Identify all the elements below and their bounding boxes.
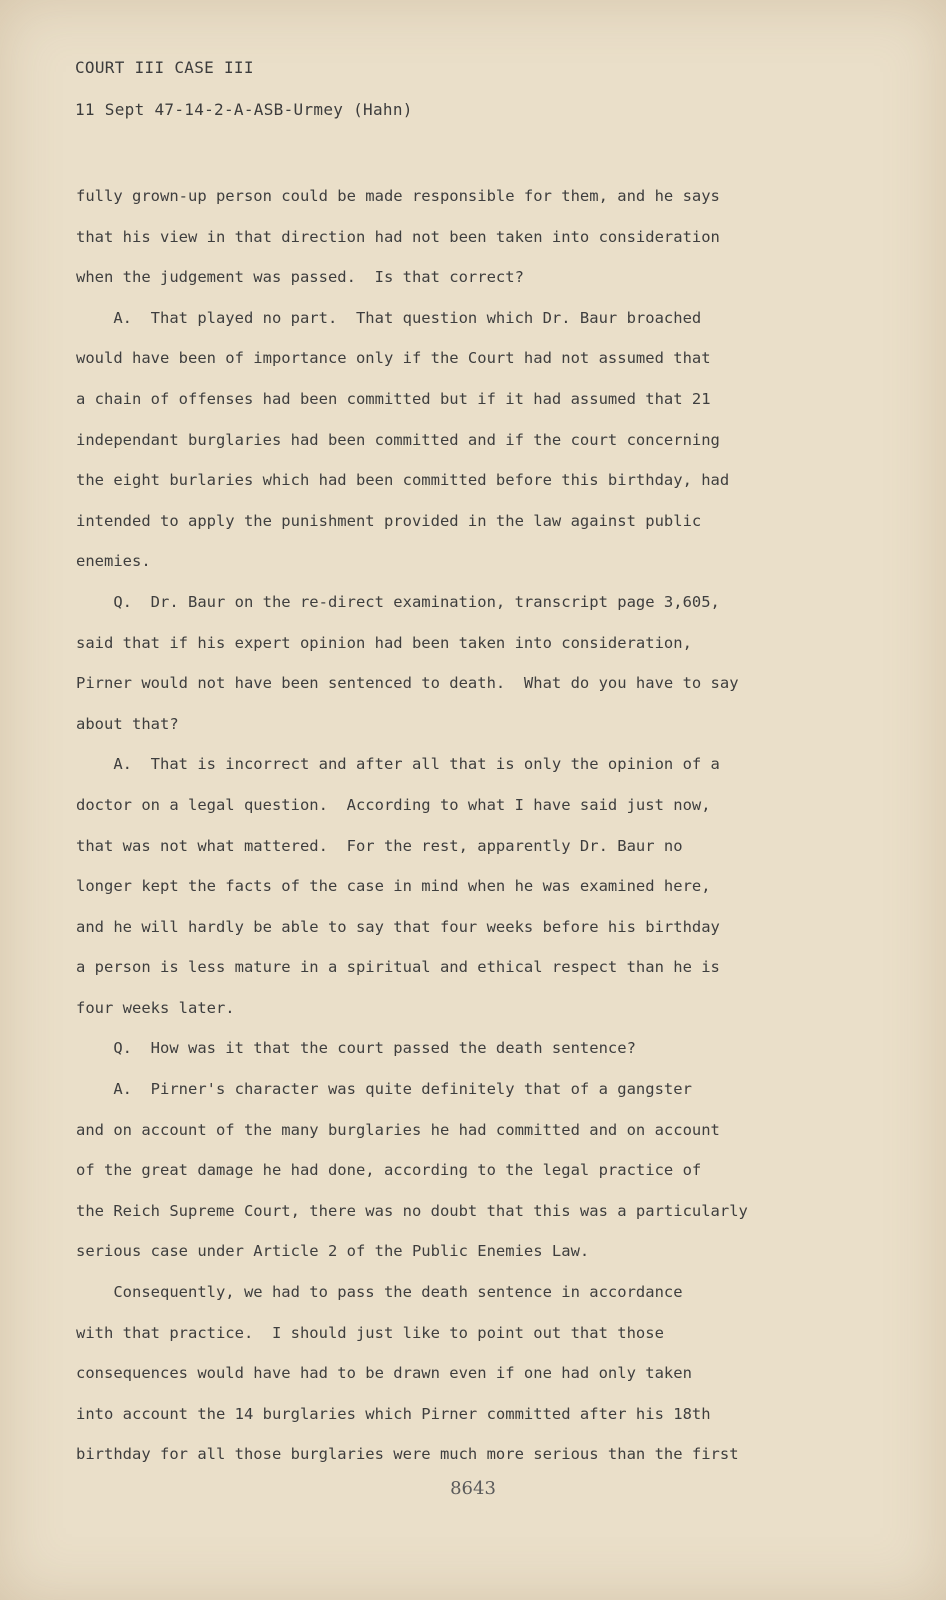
transcript-line: when the judgement was passed. Is that correct?: [76, 268, 524, 287]
page-number: 8643: [450, 1478, 496, 1499]
transcript-line: doctor on a legal question. According to what I have said just now,: [76, 795, 711, 814]
transcript-line: intended to apply the punishment provided in the law against public: [76, 511, 702, 530]
transcript-line: about that?: [76, 714, 179, 733]
transcript-line: the eight burlaries which had been committed before this birthday, had: [76, 471, 730, 490]
transcript-line: a person is less mature in a spiritual and ethical respect than he is: [76, 958, 720, 977]
transcript-line: of the great damage he had done, according to the legal practice of: [76, 1161, 702, 1180]
transcript-line: enemies.: [76, 552, 151, 571]
transcript-line: the Reich Supreme Court, there was no doubt that this was a particularly: [76, 1201, 748, 1220]
transcript-line: birthday for all those burglaries were much more serious than the first: [76, 1445, 739, 1464]
transcript-line: that was not what mattered. For the rest, apparently Dr. Baur no: [76, 836, 683, 855]
transcript-line: would have been of importance only if the Court had not assumed that: [76, 349, 711, 368]
transcript-line: Pirner would not have been sentenced to death. What do you have to say: [76, 674, 739, 693]
transcript-line: Q. Dr. Baur on the re-direct examination, transcript page 3,605,: [76, 592, 720, 611]
transcript-line: A. Pirner's character was quite definitely that of a gangster: [76, 1080, 692, 1099]
transcript-line: fully grown-up person could be made responsible for them, and he says: [76, 187, 720, 205]
court-case-heading: COURT III CASE III: [75, 58, 254, 77]
transcript-line: longer kept the facts of the case in mind when he was examined here,: [76, 877, 711, 896]
transcript-line: with that practice. I should just like to point out that those: [76, 1323, 664, 1342]
transcript-line: independant burglaries had been committed and if the court concerning: [76, 430, 720, 449]
transcript-line: and he will hardly be able to say that four weeks before his birthday: [76, 917, 720, 936]
transcript-line: a chain of offenses had been committed but if it had assumed that 21: [76, 389, 711, 408]
transcript-line: and on account of the many burglaries he had committed and on account: [76, 1120, 720, 1139]
transcript-line: Q. How was it that the court passed the death sentence?: [76, 1039, 636, 1058]
transcript-line: consequences would have had to be drawn even if one had only taken: [76, 1364, 692, 1383]
transcript-line: four weeks later.: [76, 998, 235, 1017]
transcript-line: A. That played no part. That question which Dr. Baur broached: [76, 308, 702, 327]
transcript-line: serious case under Article 2 of the Public Enemies Law.: [76, 1242, 590, 1261]
session-reference: 11 Sept 47-14-2-A-ASB-Urmey (Hahn): [75, 100, 413, 119]
transcript-line: said that if his expert opinion had been taken into consideration,: [76, 633, 692, 652]
transcript-line: that his view in that direction had not been taken into consideration: [76, 227, 720, 246]
transcript-line: A. That is incorrect and after all that is only the opinion of a: [76, 755, 720, 774]
transcript-line: Consequently, we had to pass the death sentence in accordance: [76, 1283, 683, 1302]
transcript-body: [76, 176, 876, 1475]
transcript-line: into account the 14 burglaries which Pirner committed after his 18th: [76, 1404, 711, 1423]
